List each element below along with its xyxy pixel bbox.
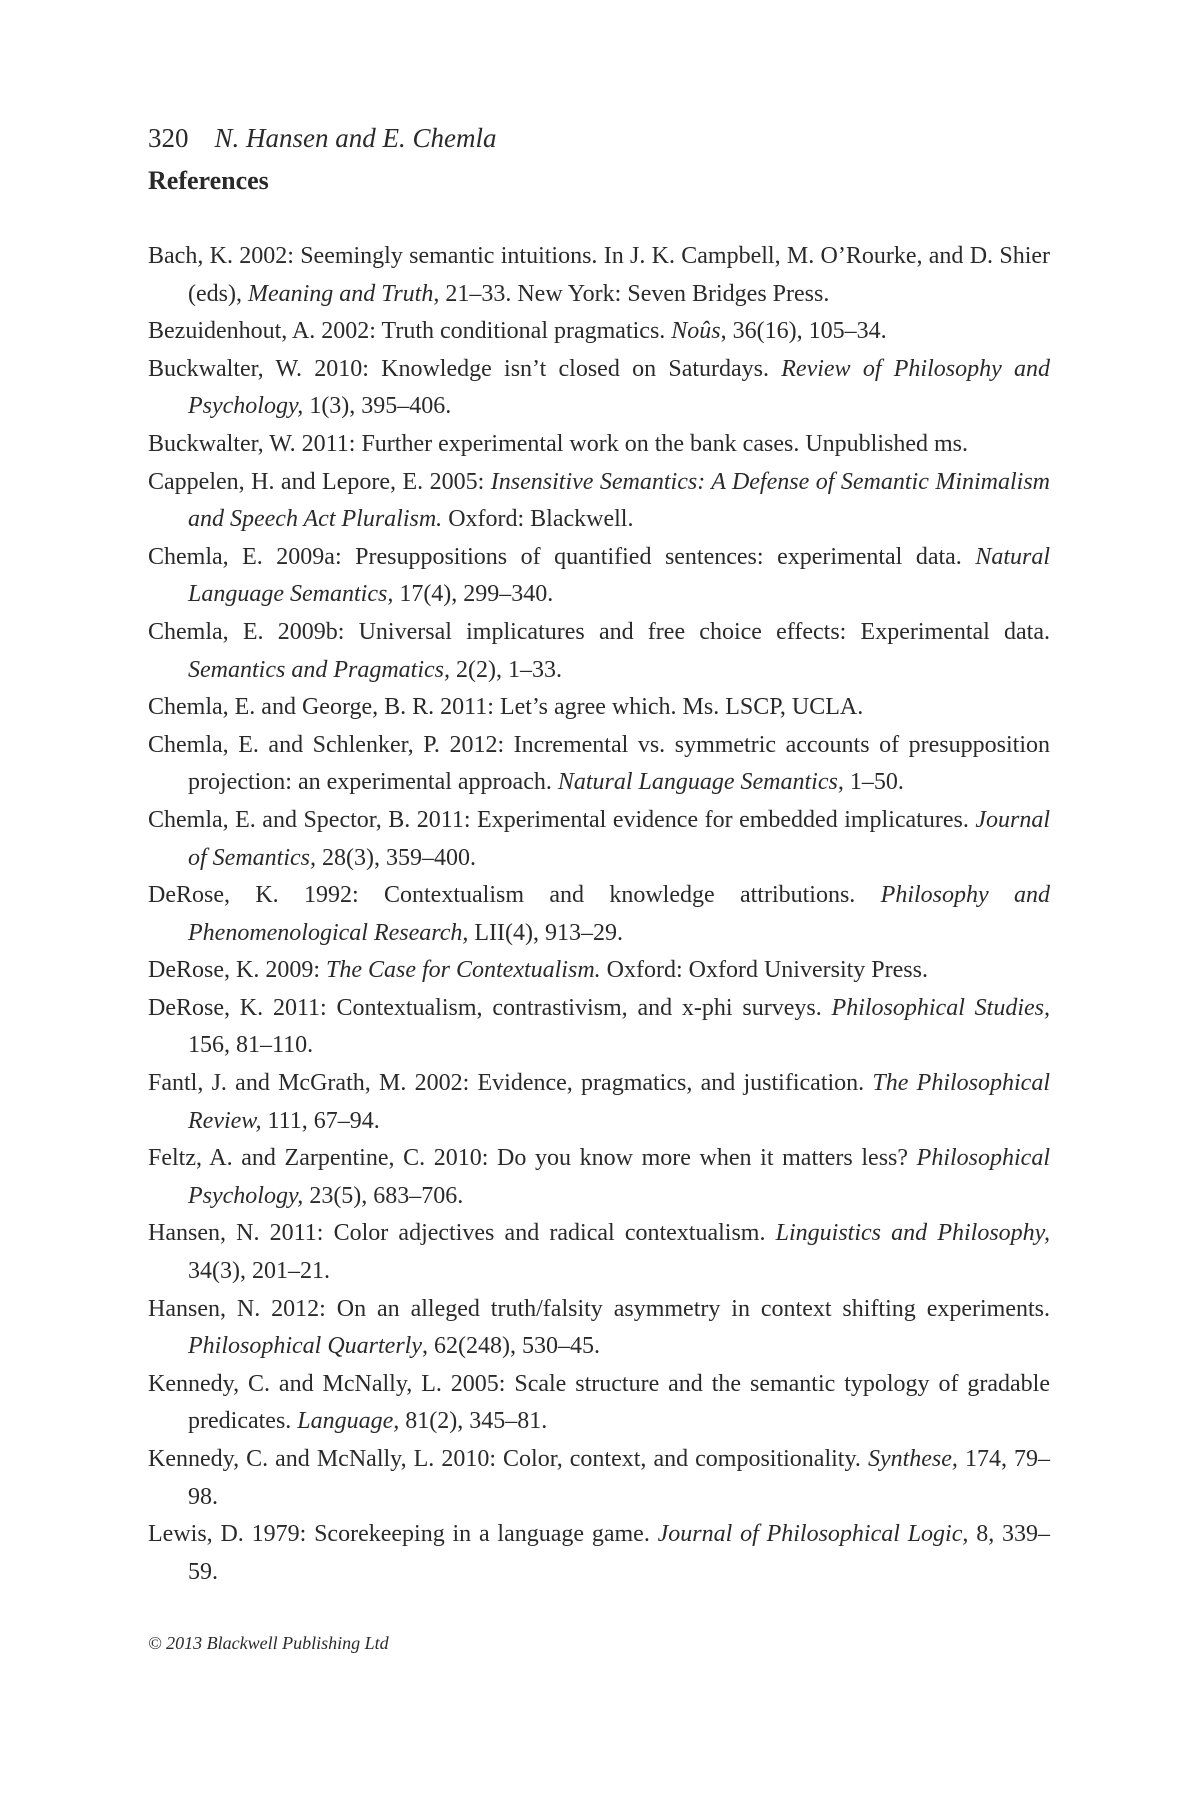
reference-post: Oxford: Blackwell. [442,506,634,533]
reference-title: Review of Philosophy and Psychology, [188,355,1050,420]
reference-entry [148,802,1050,877]
reference-post: 1(3), 395–406. [303,393,452,420]
reference-entry [148,877,1050,952]
reference-entry [148,727,1050,802]
reference-pre: Chemla, E. and Spector, B. 2011: Experimental evidence for embedded implicatures. [148,806,976,833]
reference-entry [148,351,1050,426]
reference-entry [148,1441,1050,1516]
reference-pre: DeRose, K. 2011: Contextualism, contrastivism, and x-phi surveys. [148,994,832,1021]
reference-entry [148,1366,1050,1441]
reference-entry [148,1140,1050,1215]
reference-pre: DeRose, K. 1992: Contextualism and knowledge attributions. [148,882,881,909]
reference-post: 23(5), 683–706. [303,1182,464,1209]
reference-pre: Kennedy, C. and McNally, L. 2010: Color, context, and compositionality. [148,1446,868,1472]
reference-pre: Chemla, E. and George, B. R. 2011: Let’s agree which. Ms. LSCP, UCLA. [148,694,864,721]
reference-title: Philosophy and Phenomenological Research, [188,882,1050,946]
reference-post: Oxford: Oxford University Press. [600,957,928,984]
reference-title: Journal of Semantics, [188,806,1050,871]
reference-entry [148,952,1050,990]
reference-post: , 36(16), 105–34. [720,318,887,345]
reference-entry [148,539,1050,614]
reference-title: Natural Language Semantics, [188,543,1050,608]
reference-post: 111, 67–94. [261,1107,380,1134]
reference-pre: Bezuidenhout, A. 2002: Truth conditional pragmatics. [148,318,672,345]
reference-entry [148,1215,1050,1290]
reference-pre: Feltz, A. and Zarpentine, C. 2010: Do you know more when it matters less? [148,1145,917,1172]
reference-pre: Hansen, N. 2011: Color adjectives and radical contextualism. [148,1220,776,1247]
reference-post: 1–50. [843,769,904,796]
reference-post: 17(4), 299–340. [393,581,554,608]
reference-post: 174, 79–98. [188,1446,1050,1510]
reference-pre: Kennedy, C. and McNally, L. 2005: Scale structure and the semantic typology of gradable predicates. [148,1370,1050,1435]
reference-title: Language, [297,1408,400,1435]
reference-pre: Buckwalter, W. 2010: Knowledge isn’t closed on Saturdays. [148,355,782,382]
running-head [148,118,1050,158]
section-title: References [148,166,269,195]
page-content [148,118,1050,1591]
reference-title: Linguistics and Philosophy, [775,1220,1051,1247]
reference-pre: Chemla, E. 2009b: Universal implicatures and free choice effects: Experimental data. [148,618,1050,645]
reference-entry [148,614,1050,689]
reference-post: 2(2), 1–33. [449,656,562,683]
reference-entry [148,464,1050,539]
reference-title: The Case for Contextualism. [325,957,601,984]
reference-post: 156, 81–110. [188,1032,314,1059]
reference-post: , 21–33. New York: Seven Bridges Press. [433,280,830,307]
reference-title: Insensitive Semantics: A Defense of Semantic Minimalism and Speech Act Pluralism. [188,468,1050,533]
reference-entry [148,1516,1050,1591]
reference-pre: Fantl, J. and McGrath, M. 2002: Evidence, pragmatics, and justification. [148,1070,873,1097]
reference-pre: Cappelen, H. and Lepore, E. 2005: [148,468,491,495]
reference-post: 8, 339–59. [188,1521,1051,1585]
running-head-authors: N. Hansen and E. Chemla [214,123,497,153]
reference-post: 81(2), 345–81. [399,1408,548,1435]
reference-entry [148,238,1050,313]
reference-entry [148,990,1050,1065]
reference-title: Semantics and Pragmatics, [188,656,450,683]
reference-entry [148,1065,1050,1140]
reference-entry [148,313,1050,351]
page-number: 320 [148,123,189,153]
reference-entry [148,1291,1050,1366]
reference-pre: Buckwalter, W. 2011: Further experimental work on the bank cases. Unpublished ms. [148,430,968,457]
reference-entry [148,689,1050,727]
reference-title: Natural Language Semantics, [557,769,844,796]
reference-title: Philosophical Quarterly [188,1333,422,1360]
reference-pre: Bach, K. 2002: Seemingly semantic intuitions. In J. K. Campbell, M. O’Rourke, and D. Shier (eds), [148,243,1050,307]
copyright-footer: © 2013 Blackwell Publishing Ltd [148,1633,389,1653]
reference-pre: Chemla, E. 2009a: Presuppositions of quantified sentences: experimental data. [148,543,976,570]
reference-title: The Philosophical Review, [188,1070,1050,1134]
reference-entry [148,426,1050,464]
reference-post: , 62(248), 530–45. [421,1333,600,1360]
reference-post: 34(3), 201–21. [188,1258,330,1285]
reference-title: Philosophical Psychology, [188,1145,1050,1209]
reference-title: Noûs [671,318,721,345]
reference-title: Journal of Philosophical Logic, [657,1521,969,1548]
reference-list [148,238,1050,1591]
reference-pre: Chemla, E. and Schlenker, P. 2012: Incremental vs. symmetric accounts of presupposition projection: an experimental approach. [148,731,1050,796]
reference-title: Synthese, [867,1446,958,1472]
reference-pre: Hansen, N. 2012: On an alleged truth/falsity asymmetry in context shifting experiments. [148,1295,1050,1322]
reference-pre: DeRose, K. 2009: [148,957,326,984]
reference-title: Philosophical Studies, [831,994,1050,1021]
reference-post: LII(4), 913–29. [468,919,623,946]
reference-pre: Lewis, D. 1979: Scorekeeping in a language game. [148,1521,658,1548]
reference-title: Meaning and Truth [247,280,434,307]
reference-post: 28(3), 359–400. [315,844,476,871]
